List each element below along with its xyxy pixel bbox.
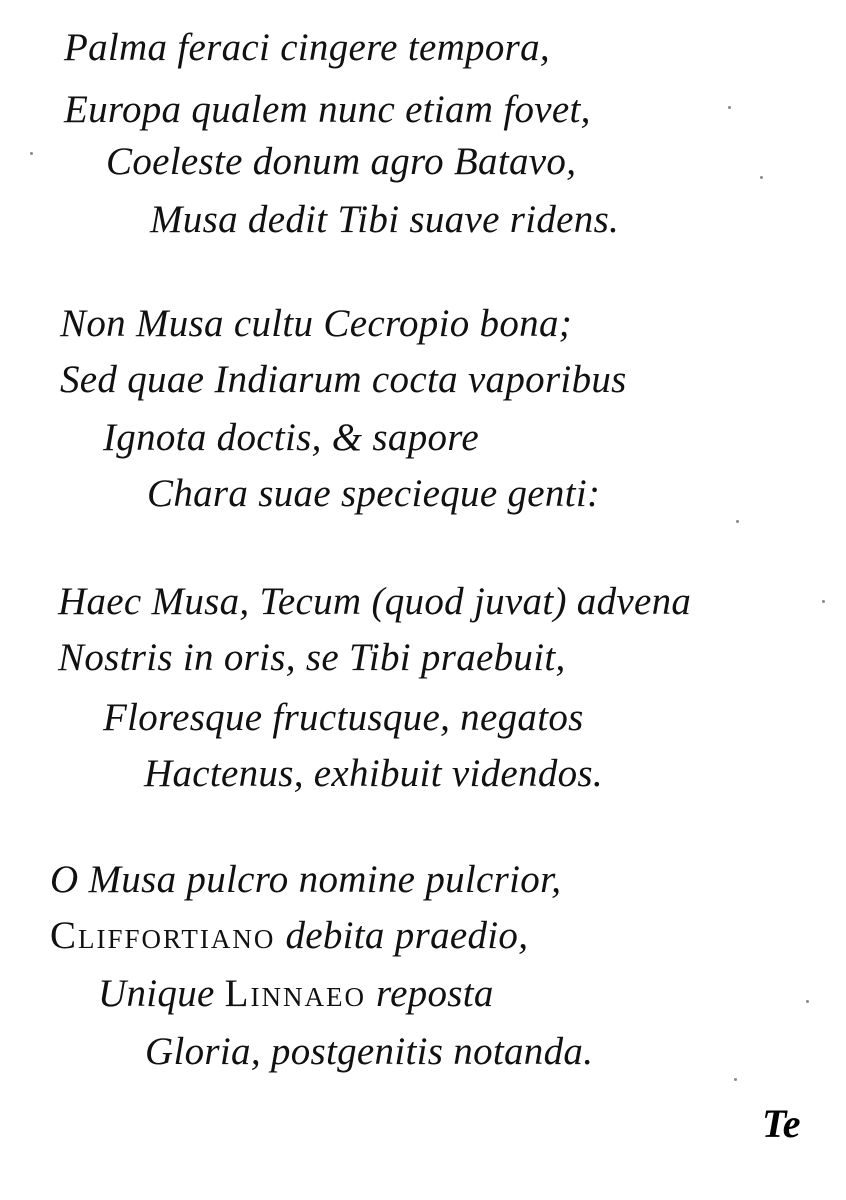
verse-line: Musa dedit Tibi suave ridens. (150, 198, 620, 241)
verse-text: Unique (98, 972, 225, 1015)
verse-line: Hactenus, exhibuit videndos. (144, 752, 603, 795)
verse-text: debita praedio, (275, 914, 529, 957)
verse-line: Non Musa cultu Cecropio bona; (60, 302, 573, 345)
paper-speck (806, 1000, 809, 1003)
verse-line (98, 972, 494, 1016)
paper-speck (760, 176, 763, 179)
verse-line: Floresque fructusque, negatos (103, 696, 584, 739)
verse-line: O Musa pulcro nomine pulcrior, (50, 858, 562, 901)
paper-speck (736, 520, 739, 523)
verse-line: Chara suae specieque genti: (147, 472, 601, 515)
paper-speck (728, 106, 731, 109)
verse-line: Gloria, postgenitis notanda. (145, 1030, 594, 1073)
verse-line: Haec Musa, Tecum (quod juvat) advena (58, 580, 692, 623)
verse-line: Palma feraci cingere tempora, (64, 26, 550, 69)
verse-line: Ignota doctis, & sapore (103, 416, 479, 459)
paper-speck (822, 600, 825, 603)
verse-line: Coeleste donum agro Batavo, (106, 140, 577, 183)
paper-speck (30, 152, 33, 155)
catchword: Te (762, 1101, 801, 1146)
author-name: Linnaeo (224, 972, 366, 1015)
dedicatee-name: Cliffortiano (50, 914, 276, 957)
verse-line: Sed quae Indiarum cocta vaporibus (60, 358, 627, 401)
verse-line (50, 914, 528, 958)
verse-line: Europa qualem nunc etiam fovet, (64, 88, 591, 131)
paper-speck (734, 1078, 737, 1081)
verse-line: Nostris in oris, se Tibi praebuit, (58, 636, 566, 679)
verse-text: reposta (365, 972, 494, 1015)
